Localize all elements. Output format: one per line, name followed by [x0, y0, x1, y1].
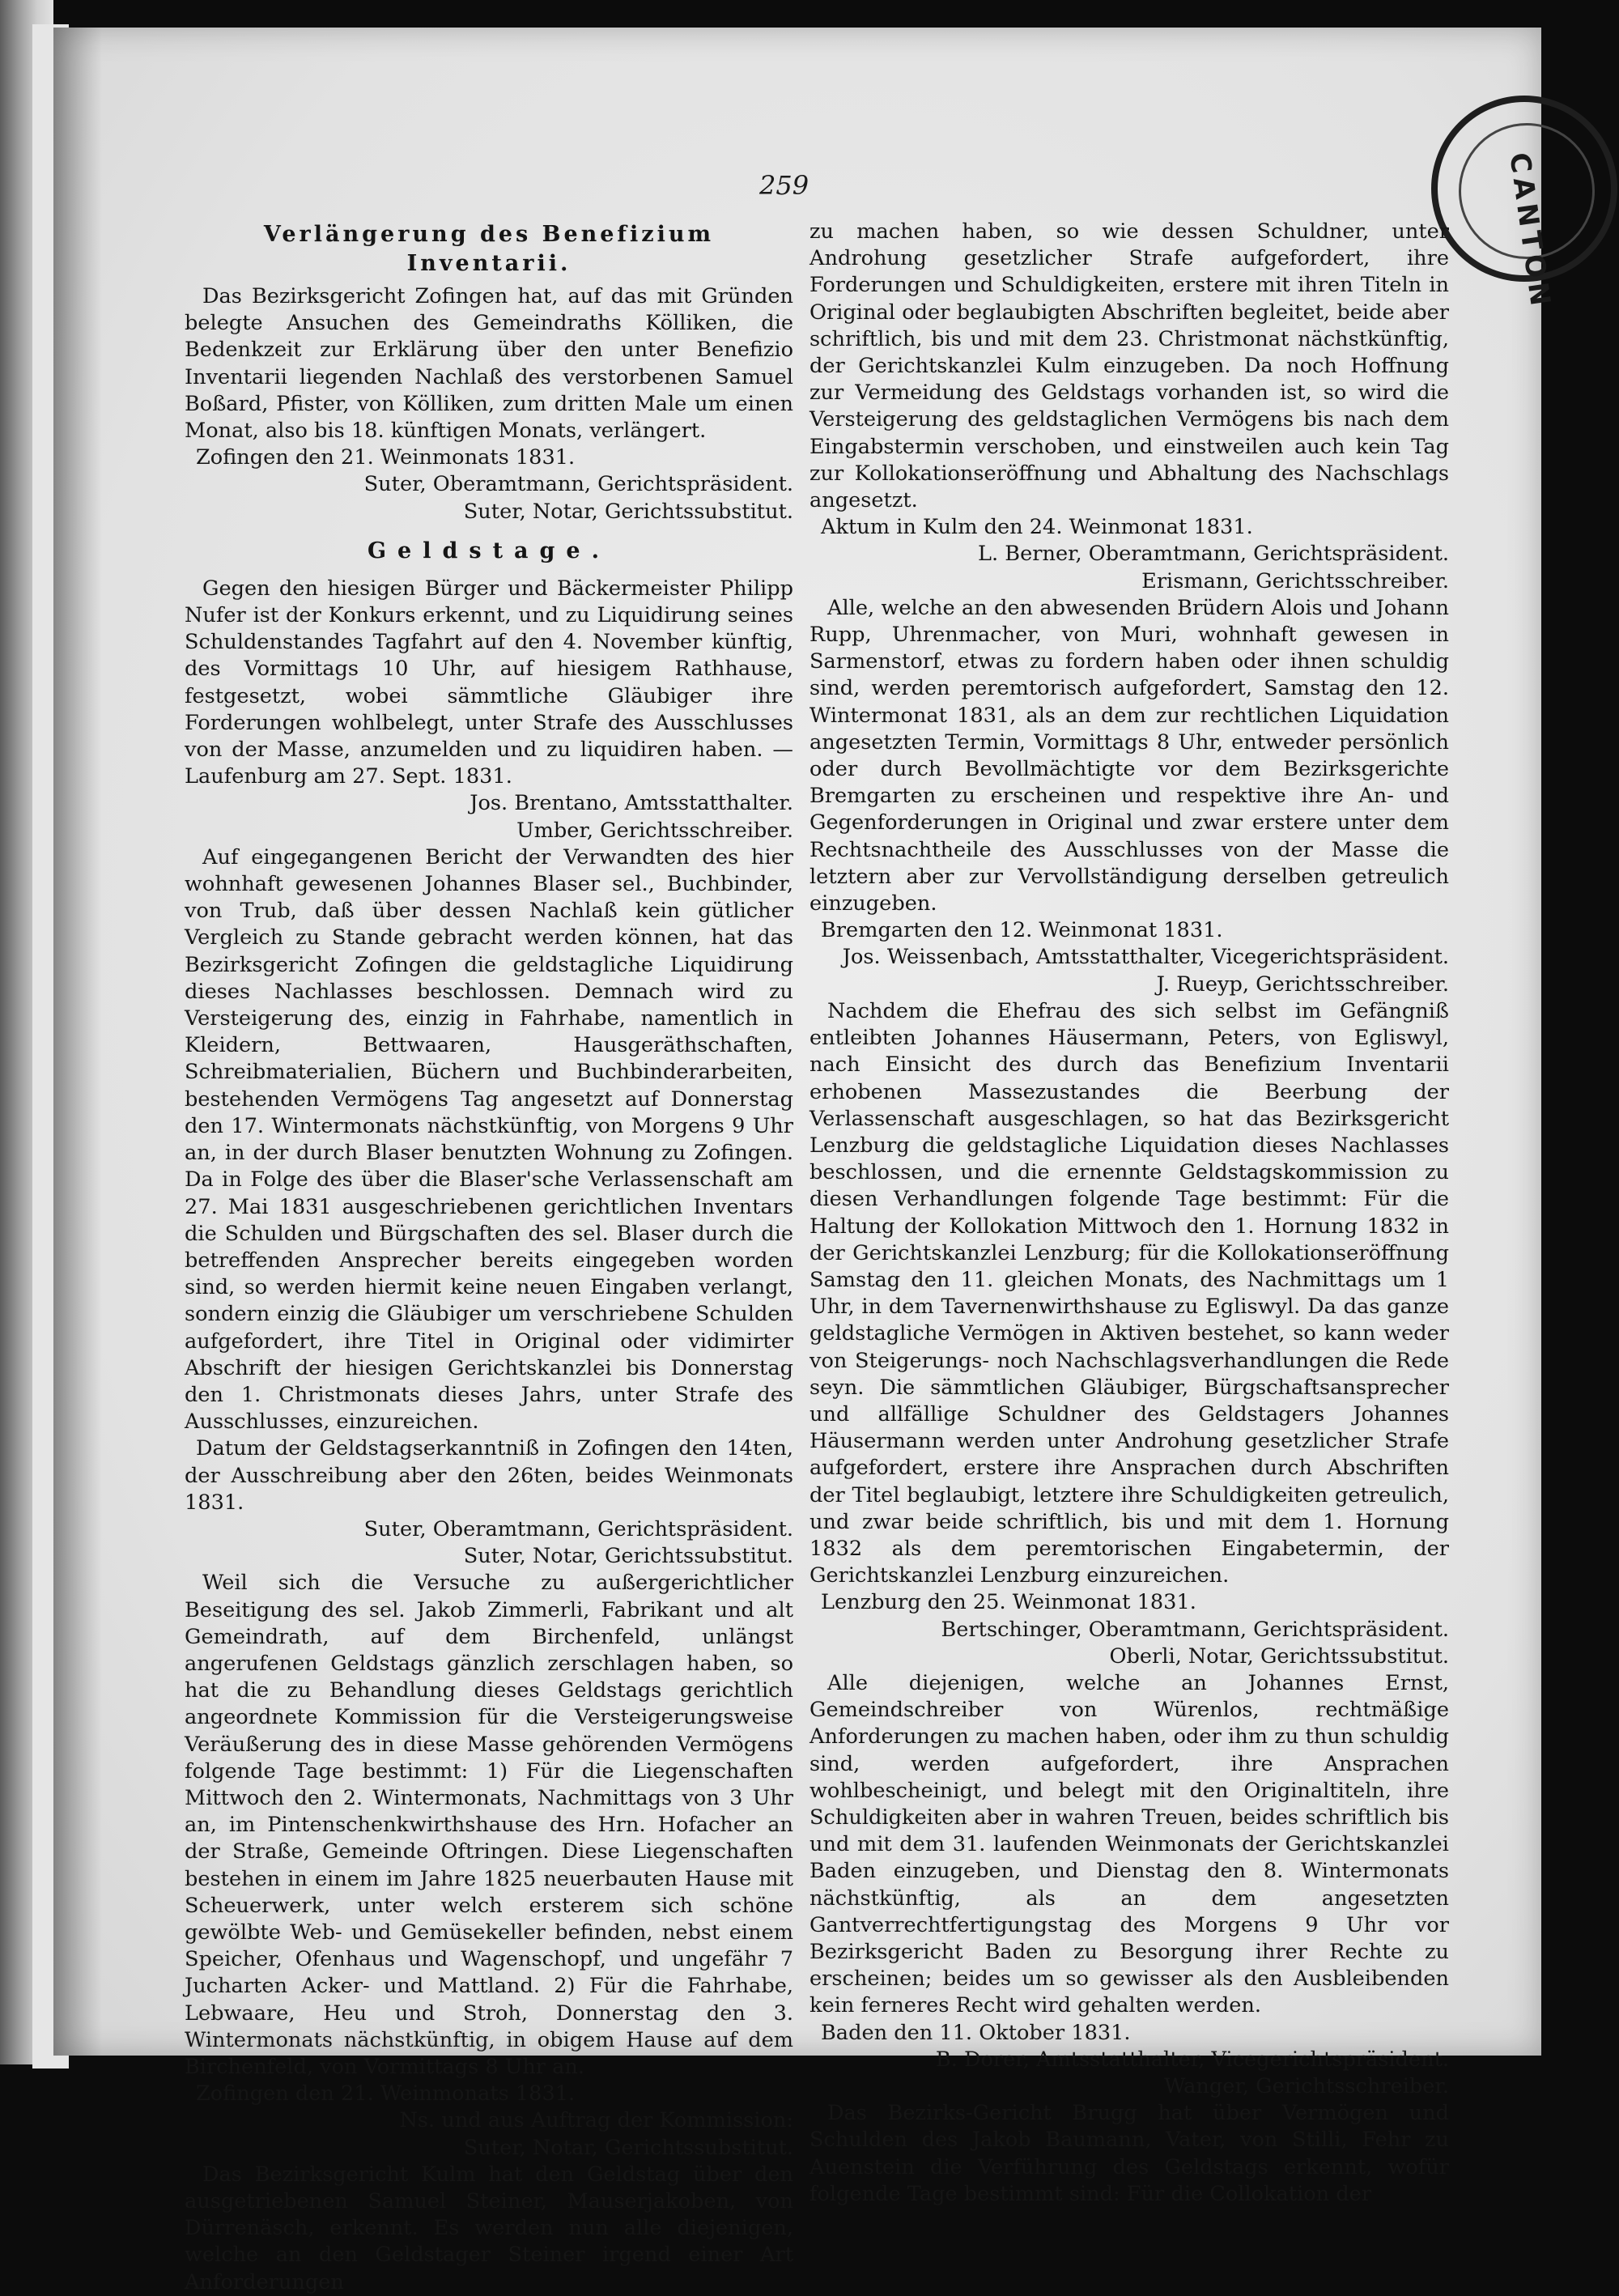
notice-date: Baden den 11. Oktober 1831. [821, 2020, 1131, 2045]
notice-date: Zofingen den 21. Weinmonats 1831. [196, 445, 576, 470]
notice-text: Nachdem die Ehefrau des sich selbst im Gefängniß entleibten Johannes Häusermann, Peters, von Egliswyl, nach Einsicht des durch das Benefizium Inventarii erhobenen Massezustandes die Beerbung der Verlassenschaft ausgeschlagen, so hat das Bezirksgericht Lenzburg die geldstagliche Liquidation dieses Nachlasses beschlossen, und die ernennte Geldstagskommission zu diesen Verhandlungen folgende Tage bestimmt: Für die Haltung der Kollokation Mittwoch den 1. Hornung 1832 in der Gerichtskanzlei Lenzburg; für die Kollokationseröffnung Samstag den 11. gleichen Monats, des Nachmittags um 1 Uhr, in dem Tavernenwirthshause zu Egliswyl. Da das ganze geldstagliche Vermögen in Aktiven bestehet, so kann weder von Steigerungs- noch Nachschlagsverhandlungen die Rede seyn. Die sämmtlichen Gläubiger, Bürgschaftsansprecher und allfällige Schuldner des Geldstagers Johannes Häusermann werden unter Androhung gesetzlicher Strafe aufgefordert, erstere ihre Ansprachen durch Abschriften der Titel beglaubigt, letztere ihre Schuldigkeiten getreulich, und zwar beide schriftlich, bis und mit dem 1. Hornung 1832 als dem peremtorischen Eingabetermin, der Gerichtskanzlei Lenzburg einzureichen. [810, 998, 1449, 1588]
notice-date: Lenzburg den 25. Weinmonat 1831. [821, 1590, 1196, 1615]
notice-text: Alle diejenigen, welche an Johannes Ernst, Gemeindschreiber von Würenlos, rechtmäßige Anforderungen zu machen haben, oder ihm zu thun schuldig sind, werden aufgefordert, ihre Ansprachen wohlbescheinigt, und belegt mit den Originaltiteln, ihre Schuldigkeiten aber in wahren Treuen, beides schriftlich bis und mit dem 31. laufenden Weinmonats der Gerichtskanzlei Baden einzugeben, und Dienstag den 8. Wintermonats nächstkünftig, als an dem angesetzten Gantverrechtfertigungstag des Morgens 9 Uhr vor Bezirksgericht Baden zu Besorgung ihrer Rechte zu erscheinen; beides um so gewisser als den Ausbleibenden kein ferneres Recht wird gehalten werden. [810, 1670, 1449, 2018]
notice-signature: Suter, Notar, Gerichtssubstitut. [463, 2135, 793, 2160]
notice-signature: Suter, Oberamtmann, Gerichtspräsident. [363, 472, 793, 497]
notice-signature: Ns. und aus Auftrag der Kommission: [399, 2108, 793, 2133]
notice-date: Zofingen den 21. Weinmonats 1831. [196, 2081, 576, 2107]
heading-geldstage: Geldstage. [368, 538, 610, 563]
notice-signature: Suter, Oberamtmann, Gerichtspräsident. [363, 1516, 793, 1541]
notice-signature: Umber, Gerichtsschreiber. [516, 818, 793, 843]
notice-signature: Jos. Weissenbach, Amtsstatthalter, Vicegerichtspräsident. [842, 945, 1449, 970]
notice-text: Weil sich die Versuche zu außergerichtlicher Beseitigung des sel. Jakob Zimmerli, Fabrikant und alt Gemeindrath, auf dem Birchenfeld, unlängst angerufenen Geldstags gänzlich zerschlagen haben, so hat die zu Behandlung dieses Geldstags gerichtlich angeordnete Kommission für die Versteigerungsweise Veräußerung des in diese Masse gehörenden Vermögens folgende Tage bestimmt: 1) Für die Liegenschaften Mittwoch den 2. Wintermonats, Nachmittags von 3 Uhr an, im Pintenschenkwirthshause des Hrn. Hofacher an der Straße, Gemeinde Oftringen. Diese Liegenschaften bestehen in einem im Jahre 1825 neuerbauten Hause mit Scheuerwerk, unter welch ersterem sich schöne gewölbte Web- und Gemüsekeller befinden, nebst einem Speicher, Ofenhaus und Wagenschopf, und ungefähr 7 Jucharten Acker- und Mattland. 2) Für die Fahrhabe, Lebwaare, Heu und Stroh, Donnerstag den 3. Wintermonats nächstkünftig, in obigem Hause auf dem Birchenfeld, von Vormittags 8 Uhr an. [185, 1571, 793, 2079]
notice-text-continued: zu machen haben, so wie dessen Schuldner, unter Androhung gesetzlicher Strafe aufgefordert, ihre Forderungen und Schuldigkeiten, erstere mit ihren Titeln in Original oder beglaubigten Abschriften begleitet, beide aber schriftlich, bis und mit dem 23. Christmonat nächstkünftig, der Gerichtskanzlei Kulm einzugeben. Da noch Hoffnung zur Vermeidung des Geldstags vorhanden ist, so wird die Versteigerung des geldstaglichen Vermögens bis nach dem Eingabstermin verschoben, und einstweilen auch kein Tag zur Kollokationseröffnung und Abhaltung des Nachschlags angesetzt. [810, 219, 1449, 513]
notice-text: Auf eingegangenen Bericht der Verwandten des hier wohnhaft gewesenen Johannes Blaser sel., Buchbinder, von Trub, daß über dessen Nachlaß kein gütlicher Vergleich zu Stande gebracht werden können, hat das Bezirksgericht Zofingen die geldstagliche Liquidirung dieses Nachlasses beschlossen. Demnach wird zu Versteigerung des, einzig in Fahrhabe, namentlich in Kleidern, Bettwaaren, Hausgeräthschaften, Schreibmaterialien, Büchern und Buchbinderarbeiten, bestehenden Vermögens Tag angesetzt auf Donnerstag den 17. Wintermonats nächstkünftig, von Morgens 9 Uhr an, in der durch Blaser benutzten Wohnung zu Zofingen. Da in Folge des über die Blaser'sche Verlassenschaft am 27. Mai 1831 ausgeschriebenen gerichtlichen Inventars die Schulden und Bürgschaften des sel. Blaser durch die betreffenden Ansprecher bereits eingegeben worden sind, so werden hiermit keine neuen Eingaben verlangt, sondern einzig die Gläubiger um verschriebene Schulden aufgefordert, ihre Titel in Original oder vidimirter Abschrift der hiesigen Gerichtskanzlei bis Donnerstag den 1. Christmonats dieses Jahrs, unter Strafe des Ausschlusses, einzureichen. [185, 844, 793, 1435]
notice-signature: B. Dorer, Amtsstatthalter, Vicegerichtspräsident. [935, 2047, 1449, 2072]
page-gutter-shadow [53, 28, 102, 2056]
notice-text: Das Bezirksgericht Zofingen hat, auf das mit Gründen belegte Ansuchen des Gemeindraths Kölliken, die Bedenkzeit zur Erklärung über den unter Benefizio Inventarii liegenden Nachlaß des verstorbenen Samuel Boßard, Pfister, von Kölliken, zum dritten Male um einen Monat, also bis 18. künftigen Monats, verlängert. [185, 284, 793, 444]
notice-text: Das Bezirks-Gericht Brugg hat über Vermögen und Schulden des Jakob Baumann, Vater, von Stilli, Fehr zu Auenstein die Verführung des Geldstags erkennt, wofür folgende Tage bestimmt sind: Für die Collokation der [810, 2101, 1449, 2206]
notice-date: Aktum in Kulm den 24. Weinmonat 1831. [821, 515, 1253, 540]
notice-text: Alle, welche an den abwesenden Brüdern Alois und Johann Rupp, Uhrenmacher, von Muri, wohnhaft gewesen in Sarmenstorf, etwas zu fordern haben oder ihnen schuldig sind, werden peremtorisch aufgefordert, Samstag den 12. Wintermonat 1831, als an dem zur rechtlichen Liquidation angesetzten Termin, Vormittags 8 Uhr, entweder persönlich oder durch Bevollmächtigte vor dem Bezirksgerichte Bremgarten zu erscheinen und respektive ihre An- und Gegenforderungen in Original und zwar erstere unter dem Rechtsnachtheile des Ausschlusses von der Masse die letztern aber zur Vervollständigung derselben getreulich einzugeben. [810, 595, 1449, 916]
notice-date: Datum der Geldstagserkanntniß in Zofingen den 14ten, der Ausschreibung aber den 26ten, beides Weinmonats 1831. [185, 1436, 793, 1515]
notice-signature: Suter, Notar, Gerichtssubstitut. [463, 499, 793, 524]
stamp-text: CANTON [1502, 151, 1557, 313]
notice-signature: Erismann, Gerichtsschreiber. [1141, 568, 1449, 593]
notice-signature: Oberli, Notar, Gerichtssubstitut. [1109, 1643, 1449, 1669]
notice-signature: Bertschinger, Oberamtmann, Gerichtspräsident. [941, 1617, 1449, 1642]
notice-signature: J. Rueyp, Gerichtsschreiber. [1156, 972, 1449, 997]
notice-signature: L. Berner, Oberamtmann, Gerichtspräsident. [978, 542, 1449, 567]
notice-text: Gegen den hiesigen Bürger und Bäckermeister Philipp Nufer ist der Konkurs erkennt, und zu Liquidirung seines Schuldenstandes Tagfahrt auf den 4. November künftig, des Vormittags 10 Uhr, auf hiesigem Rathhause, festgesetzt, wobei sämmtliche Gläubiger ihre Forderungen wohlbelegt, unter Strafe des Ausschlusses von der Masse, anzumelden und zu liquidiren haben. — Laufenburg am 27. Sept. 1831. [185, 576, 793, 789]
notice-signature: Jos. Brentano, Amtsstatthalter. [470, 791, 793, 816]
notice-date: Bremgarten den 12. Weinmonat 1831. [821, 918, 1223, 943]
left-column [185, 219, 793, 2296]
heading-benefizium: Verlängerung des Benefizium Inventarii. [263, 222, 715, 276]
notice-text: Das Bezirksgericht Kulm hat den Geldstag über den ausgetriebenen Samuel Steiner, Mauserjakoben, von Dürrenäsch, erkennt. Es werden nun alle diejenigen, welche an den Geldstager Steiner irgend einer Art Anforderungen [185, 2162, 793, 2294]
right-column [810, 219, 1449, 2208]
notice-signature: Wanger, Gerichtsschreiber. [1164, 2074, 1449, 2099]
notice-signature: Suter, Notar, Gerichtssubstitut. [463, 1544, 793, 1569]
library-stamp [1431, 96, 1617, 313]
page-number: 259 [759, 170, 810, 201]
